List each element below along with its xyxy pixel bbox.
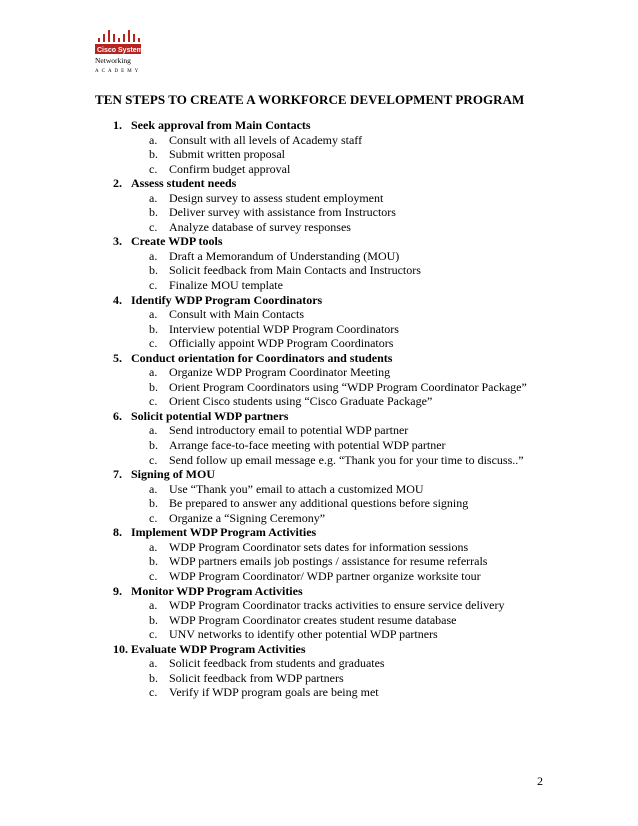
sub-item-text: WDP Program Coordinator tracks activities to ensure service delivery — [169, 598, 505, 613]
sub-item-letter: b. — [149, 205, 158, 220]
sub-item-letter: b. — [149, 438, 158, 453]
step-item — [113, 409, 527, 467]
sub-item-letter: b. — [149, 379, 158, 394]
sub-item-list — [113, 540, 527, 584]
sub-item — [113, 278, 527, 293]
sub-item — [113, 220, 527, 235]
sub-item — [113, 205, 527, 220]
sub-item — [113, 423, 527, 438]
sub-item-text: Draft a Memorandum of Understanding (MOU) — [169, 248, 400, 263]
sub-item-text: WDP partners emails job postings / assistance for resume referrals — [169, 554, 488, 569]
sub-item-text: Organize a “Signing Ceremony” — [169, 510, 326, 525]
sub-item-text: Submit written proposal — [169, 147, 285, 162]
step-heading — [113, 642, 527, 657]
page-number: 2 — [537, 774, 543, 788]
step-heading — [113, 351, 527, 366]
sub-item-letter: c. — [149, 278, 158, 293]
sub-item-letter: b. — [149, 321, 158, 336]
sub-item-text: WDP Program Coordinator/ WDP partner organize worksite tour — [169, 568, 481, 583]
cisco-networking-academy-logo — [95, 28, 155, 76]
sub-item — [113, 656, 527, 671]
sub-item-letter: c. — [149, 161, 158, 176]
sub-item-text: Orient Cisco students using “Cisco Graduate Package” — [169, 394, 433, 409]
step-heading — [113, 467, 527, 482]
step-item — [113, 234, 527, 292]
sub-item-letter: b. — [149, 147, 158, 162]
sub-item-letter: c. — [149, 219, 158, 234]
sub-item-text: Send follow up email message e.g. “Thank you for your time to discuss..” — [169, 452, 524, 467]
step-number: 6. — [113, 408, 122, 423]
step-heading-text: Create WDP tools — [131, 234, 223, 249]
sub-item — [113, 263, 527, 278]
sub-item-list — [113, 307, 527, 351]
step-item — [113, 467, 527, 525]
sub-item-letter: c. — [149, 336, 158, 351]
sub-item-letter: b. — [149, 612, 158, 627]
step-heading-text: Signing of MOU — [131, 467, 216, 482]
sub-item-letter: a. — [149, 190, 158, 205]
sub-item — [113, 322, 527, 337]
step-heading-text: Identify WDP Program Coordinators — [131, 292, 323, 307]
sub-item-letter: c. — [149, 394, 158, 409]
sub-item — [113, 191, 527, 206]
steps-list — [113, 118, 527, 700]
step-heading — [113, 293, 527, 308]
sub-item — [113, 307, 527, 322]
sub-item-list — [113, 482, 527, 526]
sub-item-letter: b. — [149, 670, 158, 685]
sub-item — [113, 147, 527, 162]
sub-item — [113, 569, 527, 584]
sub-item — [113, 249, 527, 264]
step-heading — [113, 118, 527, 133]
sub-item — [113, 511, 527, 526]
step-heading — [113, 234, 527, 249]
sub-item — [113, 540, 527, 555]
sub-item-text: Organize WDP Program Coordinator Meeting — [169, 365, 391, 380]
sub-item — [113, 438, 527, 453]
sub-item-letter: b. — [149, 263, 158, 278]
sub-item — [113, 365, 527, 380]
sub-item — [113, 162, 527, 177]
step-item — [113, 525, 527, 583]
step-number: 10. — [113, 641, 128, 656]
sub-item-letter: a. — [149, 598, 158, 613]
sub-item — [113, 627, 527, 642]
step-number: 8. — [113, 525, 122, 540]
sub-item — [113, 598, 527, 613]
step-heading-text: Implement WDP Program Activities — [131, 525, 317, 540]
sub-item — [113, 380, 527, 395]
sub-item-letter: a. — [149, 365, 158, 380]
sub-item — [113, 613, 527, 628]
sub-item — [113, 133, 527, 148]
sub-item — [113, 685, 527, 700]
sub-item — [113, 453, 527, 468]
sub-item-letter: c. — [149, 510, 158, 525]
sub-item-text: Analyze database of survey responses — [169, 219, 351, 234]
step-heading — [113, 584, 527, 599]
sub-item-text: Verify if WDP program goals are being met — [169, 685, 379, 700]
step-item — [113, 118, 527, 176]
step-heading-text: Monitor WDP Program Activities — [131, 583, 303, 598]
sub-item — [113, 554, 527, 569]
sub-item-text: Arrange face-to-face meeting with potential WDP partner — [169, 438, 446, 453]
sub-item-text: Design survey to assess student employment — [169, 190, 384, 205]
step-heading — [113, 525, 527, 540]
step-number: 9. — [113, 583, 122, 598]
step-number: 2. — [113, 176, 122, 191]
step-number: 3. — [113, 234, 122, 249]
sub-item-text: Officially appoint WDP Program Coordinators — [169, 336, 394, 351]
sub-item-text: Interview potential WDP Program Coordinators — [169, 321, 399, 336]
sub-item-text: Use “Thank you” email to attach a customized MOU — [169, 481, 424, 496]
sub-item-letter: c. — [149, 685, 158, 700]
step-number: 5. — [113, 350, 122, 365]
step-heading-text: Evaluate WDP Program Activities — [131, 641, 306, 656]
sub-item-letter: c. — [149, 452, 158, 467]
sub-item-letter: c. — [149, 627, 158, 642]
sub-item-text: Solicit feedback from WDP partners — [169, 670, 344, 685]
sub-item-text: Solicit feedback from Main Contacts and Instructors — [169, 263, 421, 278]
sub-item-text: Confirm budget approval — [169, 161, 291, 176]
sub-item-letter: a. — [149, 248, 158, 263]
sub-item-text: Consult with all levels of Academy staff — [169, 132, 363, 147]
logo-line3: ACADEMY — [95, 69, 142, 74]
sub-item-text: WDP Program Coordinator sets dates for information sessions — [169, 539, 469, 554]
step-heading — [113, 176, 527, 191]
step-number: 1. — [113, 118, 122, 132]
sub-item-list — [113, 191, 527, 235]
sub-item-letter: a. — [149, 423, 158, 438]
sub-item-list — [113, 656, 527, 700]
sub-item-text: Orient Program Coordinators using “WDP Program Coordinator Package” — [169, 379, 527, 394]
sub-item-letter: a. — [149, 539, 158, 554]
logo-line2: Networking — [95, 56, 131, 65]
step-heading-text: Conduct orientation for Coordinators and students — [131, 350, 393, 365]
sub-item-text: Finalize MOU template — [169, 278, 283, 293]
step-heading — [113, 409, 527, 424]
sub-item — [113, 496, 527, 511]
sub-item-list — [113, 598, 527, 642]
sub-item-letter: a. — [149, 481, 158, 496]
sub-item-text: Deliver survey with assistance from Instructors — [169, 205, 396, 220]
step-number: 7. — [113, 467, 122, 482]
sub-item-text: Solicit feedback from students and graduates — [169, 656, 385, 671]
sub-item-text: Send introductory email to potential WDP partner — [169, 423, 409, 438]
document-title: TEN STEPS TO CREATE A WORKFORCE DEVELOPMENT PROGRAM — [95, 92, 525, 107]
sub-item — [113, 394, 527, 409]
step-heading-text: Seek approval from Main Contacts — [131, 118, 311, 132]
sub-item-letter: a. — [149, 656, 158, 671]
sub-item-letter: b. — [149, 496, 158, 511]
sub-item-list — [113, 249, 527, 293]
sub-item-letter: b. — [149, 554, 158, 569]
sub-item-text: UNV networks to identify other potential WDP partners — [169, 627, 438, 642]
logo-line1: Cisco Systems — [97, 47, 147, 54]
step-heading-text: Solicit potential WDP partners — [131, 408, 289, 423]
sub-item-letter: a. — [149, 307, 158, 322]
step-number: 4. — [113, 292, 122, 307]
sub-item-list — [113, 423, 527, 467]
sub-item-list — [113, 133, 527, 177]
step-item — [113, 176, 527, 234]
sub-item — [113, 671, 527, 686]
sub-item-text: WDP Program Coordinator creates student resume database — [169, 612, 457, 627]
sub-item-letter: c. — [149, 568, 158, 583]
sub-item-letter: a. — [149, 132, 158, 147]
step-item — [113, 293, 527, 351]
sub-item-text: Consult with Main Contacts — [169, 307, 304, 322]
step-item — [113, 584, 527, 642]
sub-item-list — [113, 365, 527, 409]
step-item — [113, 642, 527, 700]
logo-graphic — [95, 28, 155, 76]
sub-item-text: Be prepared to answer any additional questions before signing — [169, 496, 469, 511]
step-heading-text: Assess student needs — [131, 176, 237, 191]
sub-item — [113, 336, 527, 351]
step-item — [113, 351, 527, 409]
sub-item — [113, 482, 527, 497]
